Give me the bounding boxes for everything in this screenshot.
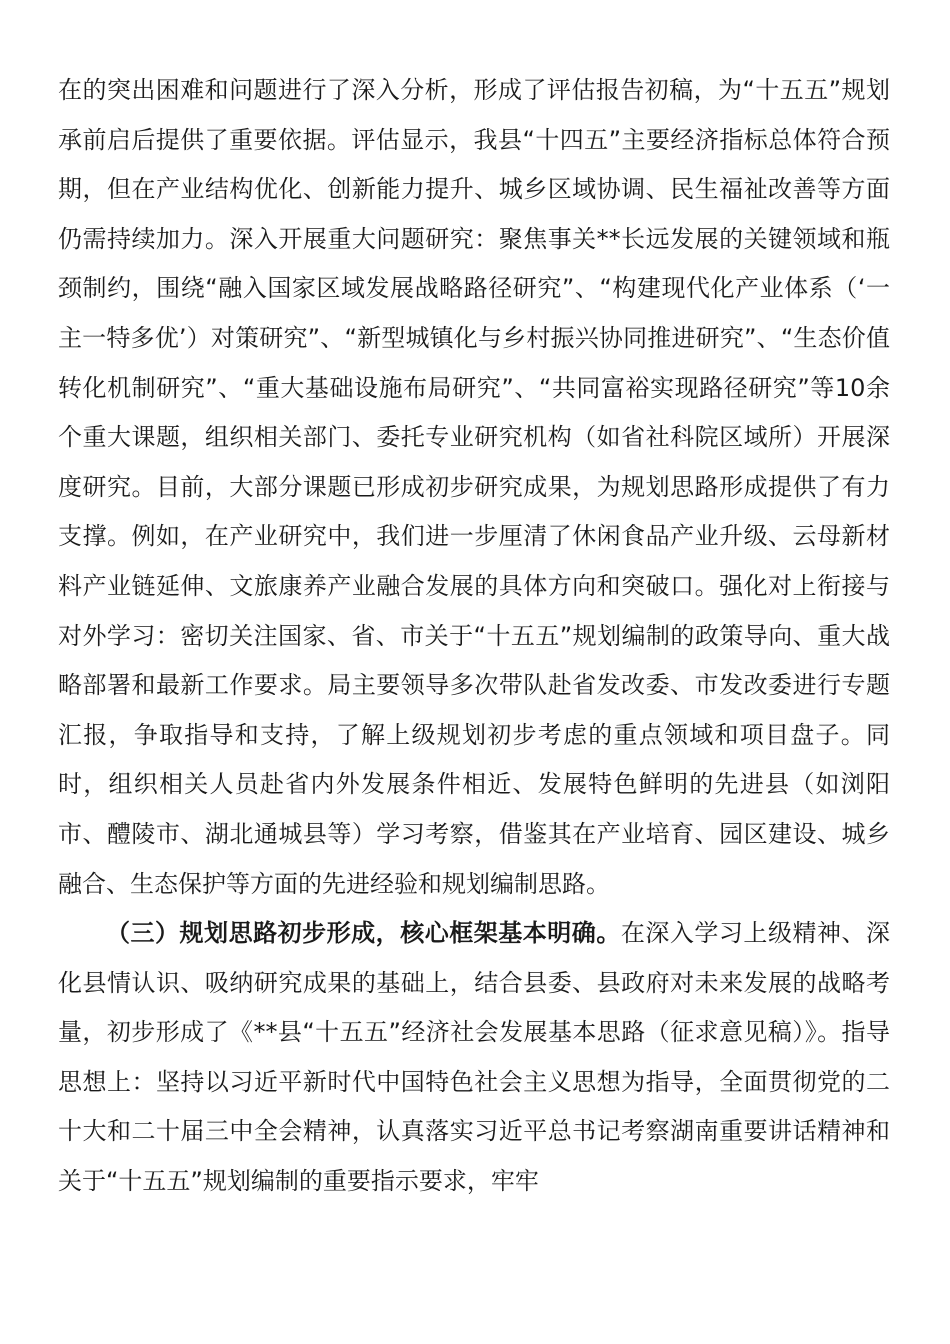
section-paragraph xyxy=(58,909,890,1207)
document-page xyxy=(58,66,890,1207)
section-body: 在深入学习上级精神、深化县情认识、吸纳研究成果的基础上，结合县委、县政府对未来发展的战略考量，初步形成了《**县“十五五”经济社会发展基本思路（征求意见稿）》。指导思想上：坚持以习近平新时代中国特色社会主义思想为指导，全面贯彻党的二十大和二十届三中全会精神，认真落实习近平总书记考察湖南重要讲话精神和关于“十五五”规划编制的重要指示要求，牢牢 xyxy=(58,919,891,1196)
body-paragraph: 在的突出困难和问题进行了深入分析，形成了评估报告初稿，为“十五五”规划承前启后提供了重要依据。评估显示，我县“十四五”主要经济指标总体符合预期，但在产业结构优化、创新能力提升、城乡区域协调、民生福祉改善等方面仍需持续加力。深入开展重大问题研究：聚焦事关**长远发展的关键领域和瓶颈制约，围绕“融入国家区域发展战略路径研究”、“构建现代化产业体系（‘一主一特多优’）对策研究”、“新型城镇化与乡村振兴协同推进研究”、“生态价值转化机制研究”、“重大基础设施布局研究”、“共同富裕实现路径研究”等10余个重大课题，组织相关部门、委托专业研究机构（如省社科院区域所）开展深度研究。目前，大部分课题已形成初步研究成果，为规划思路形成提供了有力支撑。例如，在产业研究中，我们进一步厘清了休闲食品产业升级、云母新材料产业链延伸、文旅康养产业融合发展的具体方向和突破口。强化对上衔接与对外学习：密切关注国家、省、市关于“十五五”规划编制的政策导向、重大战略部署和最新工作要求。局主要领导多次带队赴省发改委、市发改委进行专题汇报，争取指导和支持，了解上级规划初步考虑的重点领域和项目盘子。同时，组织相关人员赴省内外发展条件相近、发展特色鲜明的先进县（如浏阳市、醴陵市、湖北通城县等）学习考察，借鉴其在产业培育、园区建设、城乡融合、生态保护等方面的先进经验和规划编制思路。 xyxy=(58,76,890,898)
section-heading: （三）规划思路初步形成，核心框架基本明确。 xyxy=(106,919,621,948)
